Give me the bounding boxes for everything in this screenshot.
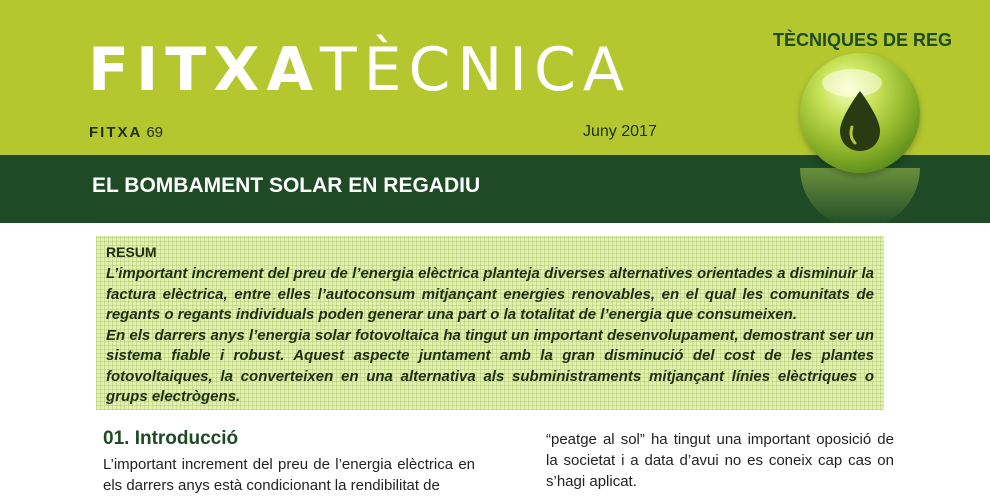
publication-logo [88,35,631,105]
right-column [546,429,894,492]
publication-date: Juny 2017 [583,123,657,140]
fitxa-label: FITXA [89,124,143,141]
logo-light-part: TÈCNICA [319,35,631,105]
summary-heading: RESUM [106,244,157,260]
body-paragraph: “peatge al sol” ha tingut una important oposició de la societat i a data d’avui no es coneix cap cas on s’hagi aplicat. [546,431,894,490]
water-drop-icon [800,53,920,173]
fitxa-number-value: 69 [146,124,164,141]
category-label: TÈCNIQUES DE REG [773,30,953,50]
body-paragraph: L’important increment del preu de l’energia elèctrica en els darrers anys està condicionant la rendibilitat de [103,456,475,494]
left-column [103,428,475,496]
summary-paragraph: L’important increment del preu de l’energia elèctrica planteja diverses alternatives orientades a disminuir la factura elèctrica, entre elles l’autoconsum mitjançant energies renovables, en el qual les comunitats de regants o regants individuals poden generar una part o la totalitat de l’energia que consumeixen. [106,265,874,323]
section-heading: 01. Introducció [103,428,239,449]
logo-bold-part: FITXA [88,35,320,105]
fitxa-number [89,124,163,141]
summary-paragraph: En els darrers anys l’energia solar fotovoltaica ha tingut un important desenvolupament, demostrant ser un sistema fiable i robust. Aquest aspecte juntament amb la gran disminució del cost de les plantes fotovoltaiques, la converteixen en una alternativa als subministraments mitjançant línies elèctriques o grups electrògens. [106,326,874,405]
summary-box [96,236,884,410]
document-title: EL BOMBAMENT SOLAR EN REGADIU [92,174,481,197]
